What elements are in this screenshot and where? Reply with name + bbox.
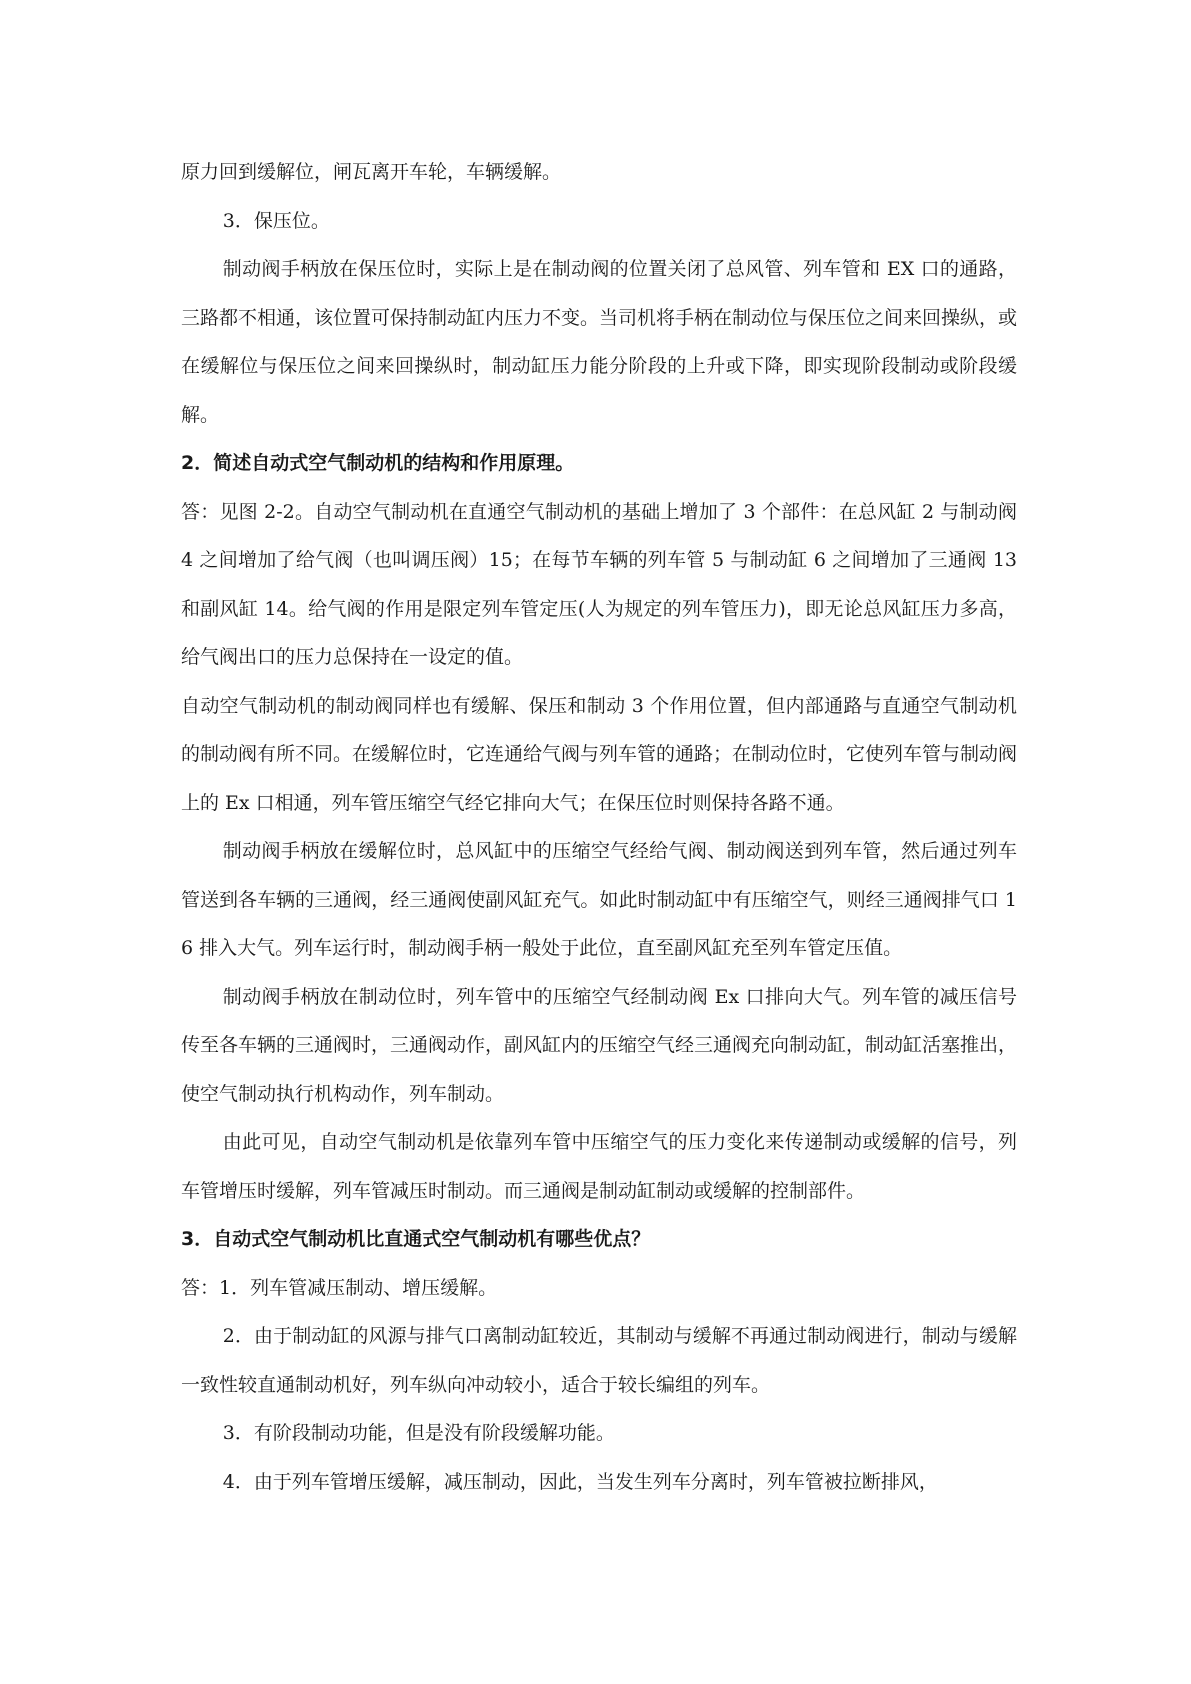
item-holding-position: 3．保压位。 (222, 209, 330, 232)
paragraph-continued-release: 原力回到缓解位，闸瓦离开车轮，车辆缓解。 (181, 161, 562, 183)
question-3-heading: 3．自动式空气制动机比直通式空气制动机有哪些优点？ (181, 1228, 651, 1250)
answer-2-valve-positions: 自动空气制动机的制动阀同样也有缓解、保压和制动 3 个作用位置，但内部通路与直通空气制动机的制动阀有所不同。在缓解位时，它连通给气阀与列车管的通路；在制动位时，它使列车管与制动阀上的 Ex 口相通，列车管压缩空气经它排向大气；在保压位时则保持各路不通。 (181, 694, 1018, 814)
answer-2-release-position: 制动阀手柄放在缓解位时，总风缸中的压缩空气经给气阀、制动阀送到列车管，然后通过列车管送到各车辆的三通阀，经三通阀使副风缸充气。如此时制动缸中有压缩空气，则经三通阀排气口 16 排入大气。列车运行时，制动阀手柄一般处于此位，直至副风缸充至列车管定压值。 (181, 840, 1017, 959)
answer-3-item-1: 答：1．列车管减压制动、增压缓解。 (181, 1276, 498, 1299)
answer-3-item-2: 2．由于制动缸的风源与排气口离制动缸较近，其制动与缓解不再通过制动阀进行，制动与缓解一致性较直通制动机好，列车纵向冲动较小，适合于较长编组的列车。 (181, 1325, 1017, 1396)
answer-3-item-3: 3．有阶段制动功能，但是没有阶段缓解功能。 (222, 1422, 615, 1444)
paragraph-holding-description: 制动阀手柄放在保压位时，实际上是在制动阀的位置关闭了总风管、列车管和 EX 口的通路，三路都不相通，该位置可保持制动缸内压力不变。当司机将手柄在制动位与保压位之间来回操纵，或在缓解位与保压位之间来回操纵时，制动缸压力能分阶段的上升或下降，即实现阶段制动或阶段缓解。 (181, 258, 1018, 426)
question-2-heading: 2．简述自动式空气制动机的结构和作用原理。 (181, 452, 575, 474)
answer-2-brake-position: 制动阀手柄放在制动位时，列车管中的压缩空气经制动阀 Ex 口排向大气。列车管的减压信号传至各车辆的三通阀时，三通阀动作，副风缸内的压缩空气经三通阀充向制动缸，制动缸活塞推出，使空气制动执行机构动作，列车制动。 (181, 985, 1018, 1105)
answer-2-intro: 答：见图 2-2。自动空气制动机在直通空气制动机的基础上增加了 3 个部件：在总风缸 2 与制动阀 4 之间增加了给气阀（也叫调压阀）15；在每节车辆的列车管 5 与制动缸 6 之间增加了三通阀 13 和副风缸 14。给气阀的作用是限定列车管定压(人为规定的列车管压力)，即无论总风缸压力多高，给气阀出口的压力总保持在一设定的值。 (181, 500, 1017, 668)
document-page (181, 148, 1017, 1506)
answer-2-conclusion: 由此可见，自动空气制动机是依靠列车管中压缩空气的压力变化来传递制动或缓解的信号，列车管增压时缓解，列车管减压时制动。而三通阀是制动缸制动或缓解的控制部件。 (181, 1131, 1017, 1202)
answer-3-item-4: 4．由于列车管增压缓解，减压制动，因此，当发生列车分离时，列车管被拉断排风， (222, 1470, 938, 1493)
